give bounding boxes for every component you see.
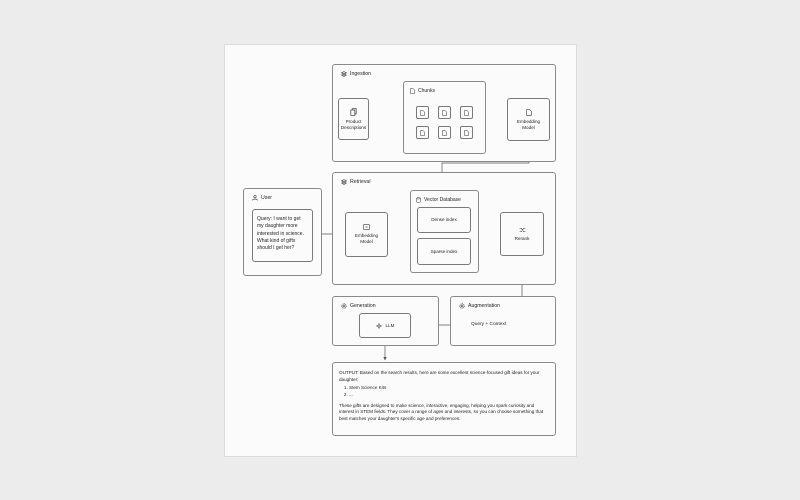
product-descriptions-line2: Descriptions	[340, 124, 367, 130]
augmentation-section	[450, 296, 556, 346]
document-icon	[464, 130, 469, 136]
output-intro: OUTPUT: Based on the search results, here are some excellent science-focused gift ideas for your daughter:	[339, 370, 540, 382]
user-query-box: Query: I want to get my daughter more interested in science. What kind of gifts should I get her?	[252, 209, 313, 262]
embedding-icon	[363, 224, 370, 230]
gear-icon	[459, 303, 465, 309]
chunk-item	[438, 106, 451, 119]
query-context-label: Query + Context	[471, 322, 507, 327]
dense-index-node: Dense index	[417, 207, 471, 233]
output-body: These gifts are designed to make science, interactive, engaging, helping you spark curiosity and interest in STEM fields. They cover a range of ages and interests, so you can choose something that best matches your daughter's specific age and preferences.	[339, 402, 544, 421]
sparse-index-node: Sparse index	[417, 238, 471, 265]
vector-database-title: Vector Database	[416, 197, 461, 203]
document-icon	[420, 130, 425, 136]
generation-title: Generation	[341, 303, 376, 309]
diagram-page	[224, 44, 577, 457]
product-descriptions-line1: Product	[345, 118, 362, 124]
ingestion-title: Ingestion	[341, 71, 371, 77]
document-icon	[464, 110, 469, 116]
retrieval-title: Retrieval	[341, 179, 370, 185]
database-icon	[416, 197, 421, 203]
document-icon	[442, 110, 447, 116]
chunk-item	[460, 126, 473, 139]
ingestion-embedding-model-node: Embedding Model	[507, 98, 550, 141]
document-icon	[526, 109, 532, 116]
chunk-item	[416, 106, 429, 119]
chunk-item	[416, 126, 429, 139]
augmentation-title: Augmentation	[459, 303, 500, 309]
chunks-title: Chunks	[410, 88, 435, 94]
layers-icon	[341, 179, 347, 185]
retrieval-embedding-model-node: Embedding Model	[345, 212, 388, 257]
output-list-item: 1. Stem Science Kits	[349, 385, 549, 392]
document-icon	[420, 110, 425, 116]
rerank-node: Rerank	[500, 212, 544, 256]
output-box	[332, 362, 556, 436]
shuffle-icon	[519, 227, 526, 233]
user-icon	[252, 195, 258, 201]
output-list-item: 2. ...	[349, 392, 549, 399]
product-descriptions-node	[338, 98, 369, 140]
llm-node: LLM	[359, 313, 411, 338]
sparkle-icon	[376, 323, 382, 329]
output-list	[339, 385, 549, 398]
user-title: User	[252, 195, 272, 201]
chunk-item	[438, 126, 451, 139]
document-icon	[442, 130, 447, 136]
layers-icon	[341, 71, 347, 77]
chunk-item	[460, 106, 473, 119]
document-stack-icon	[350, 108, 357, 116]
gear-icon	[341, 303, 347, 309]
document-icon	[410, 88, 415, 94]
